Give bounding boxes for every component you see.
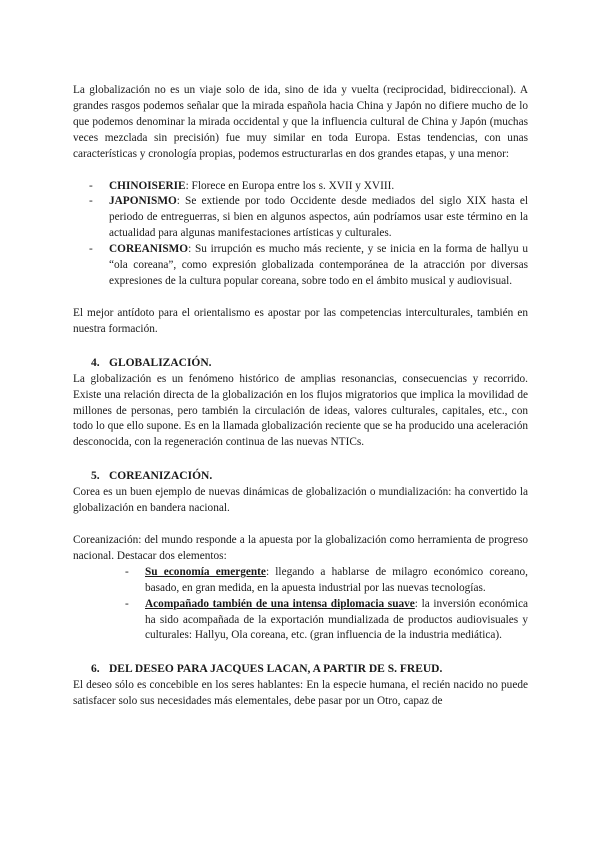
dash-bullet: -: [89, 243, 93, 256]
stage-text: : Su irrupción es mucho más reciente, y se inicia en la forma de hallyu u “ola coreana”, como expresión globalizada contemporánea de la atracción por diversas expresiones de la cultura popular coreana, sobre todo en el ámbito musical y audiovisual.: [109, 243, 528, 287]
coreanization-paragraph: Coreanización: del mundo responde a la apuesta por la globalización como herramienta de progreso nacional. Destacar dos elementos:: [73, 534, 528, 562]
dash-bullet: -: [89, 195, 93, 208]
intro-paragraph: La globalización no es un viaje solo de ida, sino de ida y vuelta (reciprocidad, bidireccional). A grandes rasgos podemos señalar que la mirada española hacia China y Japón no difiere mucho de lo que podemos denominar la mirada occidental y que la influencia cultural de China y Japón (muchas veces mezclada sin precisión) fue muy similar en toda Europa. Estas tendencias, con unas características y cronología propias, podemos estructurarlas en dos grandes etapas, y una menor:: [73, 84, 528, 160]
section-heading-5: [73, 467, 528, 485]
term-chinoiserie: CHINOISERIE: [109, 179, 186, 192]
section-number: 6.: [91, 663, 100, 676]
dash-bullet: -: [89, 179, 93, 192]
section-heading-6: [73, 660, 528, 678]
element-text: : llegando a hablarse de milagro económico coreano, basado, en gran medida, en la apuesta industrial por las nuevas tecnologías.: [145, 565, 528, 594]
list-item: [125, 597, 528, 645]
stage-text: : Se extiende por todo Occidente desde mediados del siglo XIX hasta el periodo de entreguerras, si bien en algunos aspectos, aún podríamos usar este término en la actualidad para algunas manifestaciones artísticas y culturales.: [109, 195, 528, 240]
stages-list: [73, 179, 528, 290]
term-coreanismo: COREANISMO: [109, 243, 189, 256]
dash-bullet: -: [125, 565, 129, 578]
section-title: COREANIZACIÓN.: [109, 470, 213, 483]
term-japonismo: JAPONISMO: [109, 195, 177, 208]
list-item: [89, 194, 528, 242]
document-page: [73, 83, 528, 710]
term-economy: Su economía emergente: [145, 565, 266, 578]
section-number: 5.: [91, 470, 100, 483]
orientalism-paragraph: El mejor antídoto para el orientalismo es apostar por las competencias interculturales, también en nuestra formación.: [73, 306, 528, 335]
list-item: [89, 242, 528, 290]
list-item: [89, 179, 528, 195]
dash-bullet: -: [125, 597, 129, 610]
elements-list: [73, 565, 528, 645]
section-heading-4: [73, 354, 528, 372]
section-title: DEL DESEO PARA JACQUES LACAN, A PARTIR DE S. FREUD.: [109, 663, 443, 676]
stage-text: : Florece en Europa entre los s. XVII y XVIII.: [185, 179, 395, 192]
element-text: : la inversión económica ha sido acompañada de la exportación mundializada de productos audiovisuales y culturales: Hallyu, Ola coreana, etc. (gran influencia de la industria mediática).: [145, 597, 528, 642]
section-number: 4.: [91, 356, 100, 369]
section-title: GLOBALIZACIÓN.: [109, 356, 212, 369]
list-item: [125, 565, 528, 597]
korea-paragraph: Corea es un buen ejemplo de nuevas dinámicas de globalización o mundialización: ha convertido la globalización en bandera nacional.: [73, 486, 528, 515]
desire-paragraph: El deseo sólo es concebible en los seres hablantes: En la especie humana, el recién nacido no puede satisfacer solo sus necesidades más elementales, debe pasar por un Otro, capaz de: [73, 679, 528, 708]
term-diplomacy: Acompañado también de una intensa diplomacia suave: [145, 597, 415, 610]
globalization-paragraph: La globalización es un fenómeno histórico de amplias resonancias, consecuencias y recorrido. Existe una relación directa de la globalización en los flujos migratorios que implica la movilidad de millones de personas, pero también la circulación de ideas, valores culturales, capitales, etc., con todo lo que ello supone. Es en la llamada globalización reciente que se ha producido una aceleración desconocida, con la regeneración continua de las nuevas NTICs.: [73, 372, 528, 449]
